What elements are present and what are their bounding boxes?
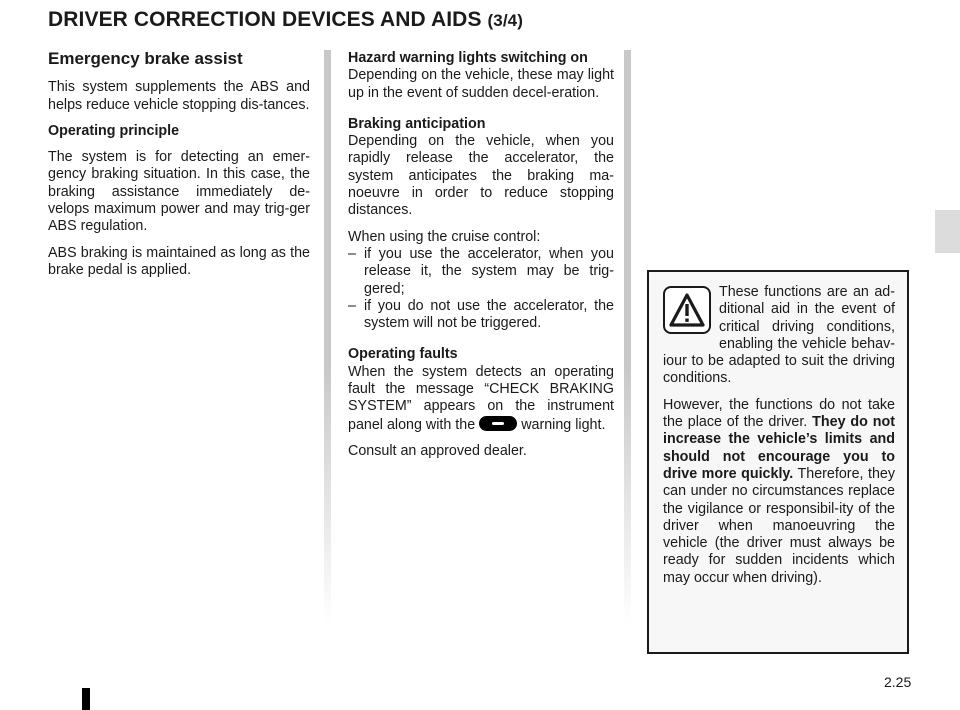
abs-maintained-text: ABS braking is maintained as long as the brake pedal is applied. xyxy=(48,244,310,278)
warning-text-1: These functions are an ad-ditional aid in the event of critical driving conditions, enabling the vehicle behav-iour to be adapted to suit the driving conditions. xyxy=(663,284,895,387)
service-warning-light-icon xyxy=(479,416,517,431)
heading-hazard: Hazard warning lights switching on xyxy=(348,50,588,66)
operating-principle-text: The system is for detecting an emer-gency braking situation. In this case, the braking assistance immediately de-velops maximum power and may trig-ger ABS regulation. xyxy=(48,149,310,235)
anticipation-block xyxy=(348,116,614,220)
cruise-intro: When using the cruise control: xyxy=(348,228,541,245)
page-title-suffix: (3/4) xyxy=(487,11,523,30)
warning-text-2-bold: They do not increase the vehicle’s limits and should not encourage you to drive more quickly. xyxy=(663,414,895,482)
intro-text: This system supplements the ABS and helps reduce vehicle stopping dis-tances. xyxy=(48,79,310,113)
column-divider-right xyxy=(624,50,631,625)
faults-text: When the system detects an operating fault the message “CHECK BRAKING SYSTEM” appears on the instrument panel along with the xyxy=(348,363,614,433)
heading-braking-anticipation: Braking anticipation xyxy=(348,115,486,132)
hazard-text: Depending on the vehicle, these may light up in the event of sudden decel-eration. xyxy=(348,67,614,101)
heading-operating-faults: Operating faults xyxy=(348,346,458,363)
section-title: Emergency brake assist xyxy=(48,49,243,68)
column-divider-left xyxy=(324,50,331,625)
warning-text-2 xyxy=(663,397,895,587)
list-item: – if you use the accelerator, when you release it, the system may be trig-gered; xyxy=(348,246,614,298)
anticipation-text: Depending on the vehicle, when you rapidly release the accelerator, the system anticipates the braking ma-noeuvre in order to reduce stopping distances. xyxy=(348,133,614,219)
list-item: – if you do not use the accelerator, the system will not be triggered. xyxy=(348,298,614,333)
chapter-tab xyxy=(935,210,960,253)
dealer-text: Consult an approved dealer. xyxy=(348,442,527,459)
hazard-block xyxy=(348,50,614,102)
corner-mark xyxy=(82,688,90,710)
page-title xyxy=(48,8,523,32)
warning-text-2-start: However, the functions do not take the place of the driver. xyxy=(663,396,895,431)
page-number: 2.25 xyxy=(884,674,912,690)
column-middle xyxy=(348,50,614,469)
faults-block xyxy=(348,346,614,433)
cruise-list xyxy=(348,246,614,332)
page-title-text: DRIVER CORRECTION DEVICES AND AIDS xyxy=(48,8,482,31)
heading-operating-principle: Operating principle xyxy=(48,122,180,139)
warning-text-2-end: Therefore, they can under no circumstances replace the vigilance or responsibil-ity of the driver when manoeuvring the vehicle (the driver must always be ready for sudden incidents which may occur when driving). xyxy=(663,465,895,586)
warning-triangle-icon xyxy=(663,286,711,334)
column-left xyxy=(48,50,310,288)
warning-box xyxy=(647,270,909,654)
faults-text-end: warning light. xyxy=(521,416,606,433)
